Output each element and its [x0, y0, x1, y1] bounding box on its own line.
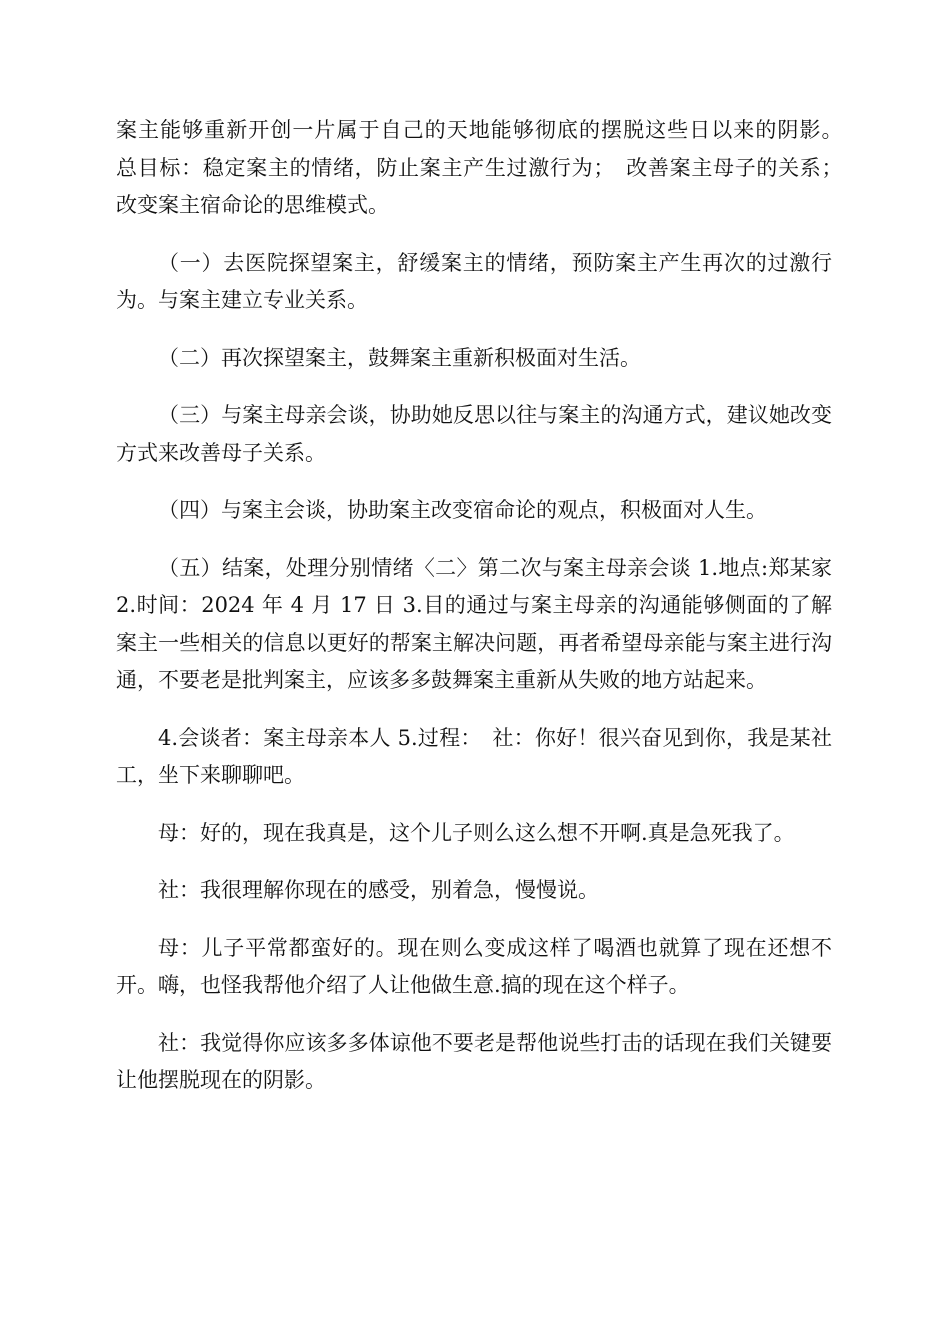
dialogue-line: 社：我很理解你现在的感受，别着急，慢慢说。: [158, 878, 599, 902]
paragraph-step-1: （一）去医院探望案主，舒缓案主的情绪，预防案主产生再次的过激行为。与案主建立专业关系。: [116, 250, 832, 312]
paragraph-step-4: （四）与案主会谈，协助案主改变宿命论的观点，积极面对人生。: [158, 498, 767, 522]
paragraph-step-3: （三）与案主母亲会谈，协助她反思以往与案主的沟通方式，建议她改变方式来改善母子关系。: [116, 403, 832, 465]
dialogue-line: 母：儿子平常都蛮好的。现在则么变成这样了喝酒也就算了现在还想不开。嗨，也怪我帮他介绍了人让他做生意.搞的现在这个样子。: [116, 935, 832, 997]
paragraph-step-2: （二）再次探望案主，鼓舞案主重新积极面对生活。: [158, 345, 641, 370]
dialogue-line: 社：我觉得你应该多多体谅他不要老是帮他说些打击的话现在我们关键要让他摆脱现在的阴影。: [116, 1030, 832, 1092]
paragraph-goals: 案主能够重新开创一片属于自己的天地能够彻底的摆脱这些日以来的阴影。 总目标：稳定案主的情绪，防止案主产生过激行为； 改善案主母子的关系； 改变案主宿命论的思维模式。: [116, 118, 853, 217]
document-body: [116, 112, 853, 1120]
dialogue-line: 母：好的，现在我真是，这个儿子则么这么想不开啊.真是急死我了。: [158, 820, 795, 845]
paragraph-interview-intro: 4.会谈者：案主母亲本人 5.过程： 社：你好！很兴奋见到你，我是某社工，坐下来聊聊吧。: [116, 725, 832, 787]
paragraph-step-5: （五）结案，处理分别情绪〈二〉第二次与案主母亲会谈 1.地点:郑某家 2.时间：2024 年 4 月 17 日 3.目的通过与案主母亲的沟通能够侧面的了解案主一些相关的信息以更好的帮案主解决问题，再者希望母亲能与案主进行沟通，不要老是批判案主，应该多多鼓舞案主重新从失败的地方站起来。: [116, 555, 832, 692]
